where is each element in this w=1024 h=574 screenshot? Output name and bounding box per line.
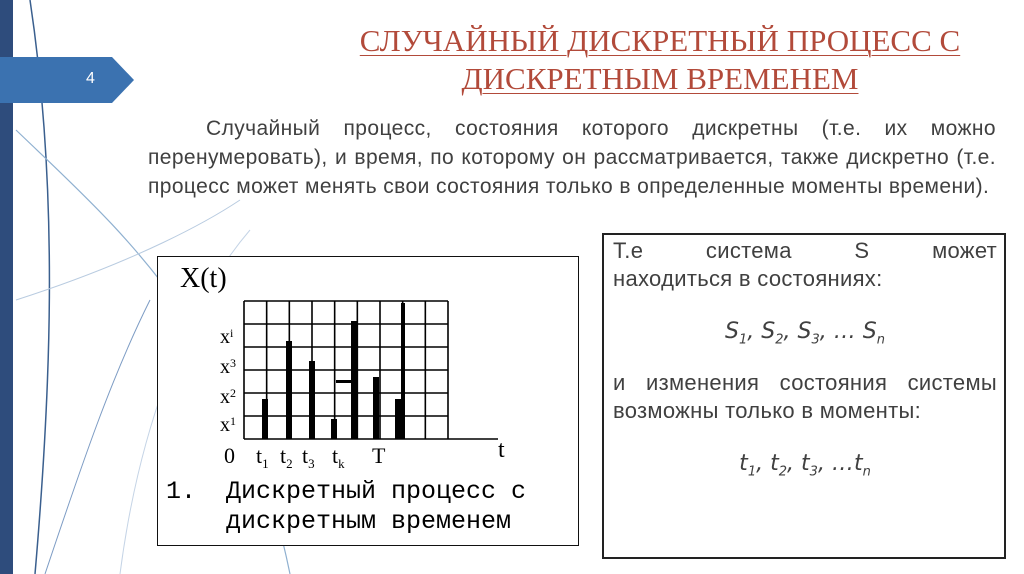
formula-symbol: $t_n$ — [853, 451, 871, 480]
formula-symbol: $S_3$ — [797, 319, 820, 348]
x-tick-label: $t_3$ — [302, 443, 315, 471]
formula-symbol: $t_3$ — [801, 451, 818, 480]
process-bar — [373, 377, 379, 439]
y-tick-labels — [220, 326, 236, 436]
origin-label: 0 — [224, 443, 235, 468]
formula-symbol: $S_2$ — [761, 319, 784, 348]
x-tick-label: $t_1$ — [256, 443, 269, 471]
y-tick-label: $x^2$ — [220, 386, 236, 408]
formula-separator: , — [787, 451, 802, 477]
x-axis-label: t — [498, 437, 505, 463]
formula-separator: , — [783, 319, 798, 344]
process-bar — [262, 399, 268, 439]
info-line-2: находиться в состояниях: — [613, 266, 883, 291]
x-tick-labels — [256, 443, 386, 471]
process-figure — [157, 256, 579, 546]
graph-grid — [244, 301, 498, 439]
formula-separator: , … — [819, 319, 863, 344]
caption-line-2: дискретным временем — [166, 507, 512, 536]
caption-line-1: 1. Дискретный процесс с — [166, 477, 527, 506]
process-step — [336, 380, 356, 383]
y-tick-label: $x^1$ — [220, 414, 236, 436]
info-line-1: Т.е система S может — [613, 238, 997, 263]
formula-symbol: $t_2$ — [770, 451, 788, 480]
slide-number-tab — [0, 57, 134, 103]
info-line-3: и изменения состояния системы возможны только в моменты: — [613, 370, 997, 424]
process-graph — [158, 257, 578, 477]
states-formula — [613, 319, 997, 347]
formula-separator: , — [747, 319, 762, 344]
process-bar — [331, 419, 337, 439]
final-time-line — [401, 303, 405, 439]
slide-title: СЛУЧАЙНЫЙ ДИСКРЕТНЫЙ ПРОЦЕСС С ДИСКРЕТНЫМ ВРЕМЕНЕМ — [359, 23, 961, 96]
formula-separator: , … — [817, 451, 854, 477]
x-tick-label: $t_k$ — [332, 443, 345, 471]
x-tick-label: $t_2$ — [280, 443, 293, 471]
process-bar — [309, 361, 315, 439]
process-bar — [286, 341, 292, 439]
moments-formula — [613, 451, 997, 479]
info-box — [602, 233, 1006, 559]
formula-symbol: $S_n$ — [862, 319, 885, 348]
formula-symbol: $S_1$ — [725, 319, 748, 348]
figure-caption — [166, 477, 526, 537]
y-tick-label: $x^i$ — [220, 326, 234, 348]
formula-symbol: $t_1$ — [739, 451, 757, 480]
y-axis-label: X(t) — [180, 263, 227, 294]
slide-number: 4 — [86, 70, 95, 87]
formula-separator: , — [756, 451, 771, 477]
body-paragraph: Случайный процесс, состояния которого дискретны (т.е. их можно перенумеровать), и время, по которому он рассматривается, также дискретно (т.е. процесс может менять свои состояния только в определенные моменты времени). — [148, 117, 996, 198]
y-tick-label: $x^3$ — [220, 356, 236, 378]
process-bar — [395, 399, 401, 439]
x-tick-label: T — [372, 443, 386, 468]
